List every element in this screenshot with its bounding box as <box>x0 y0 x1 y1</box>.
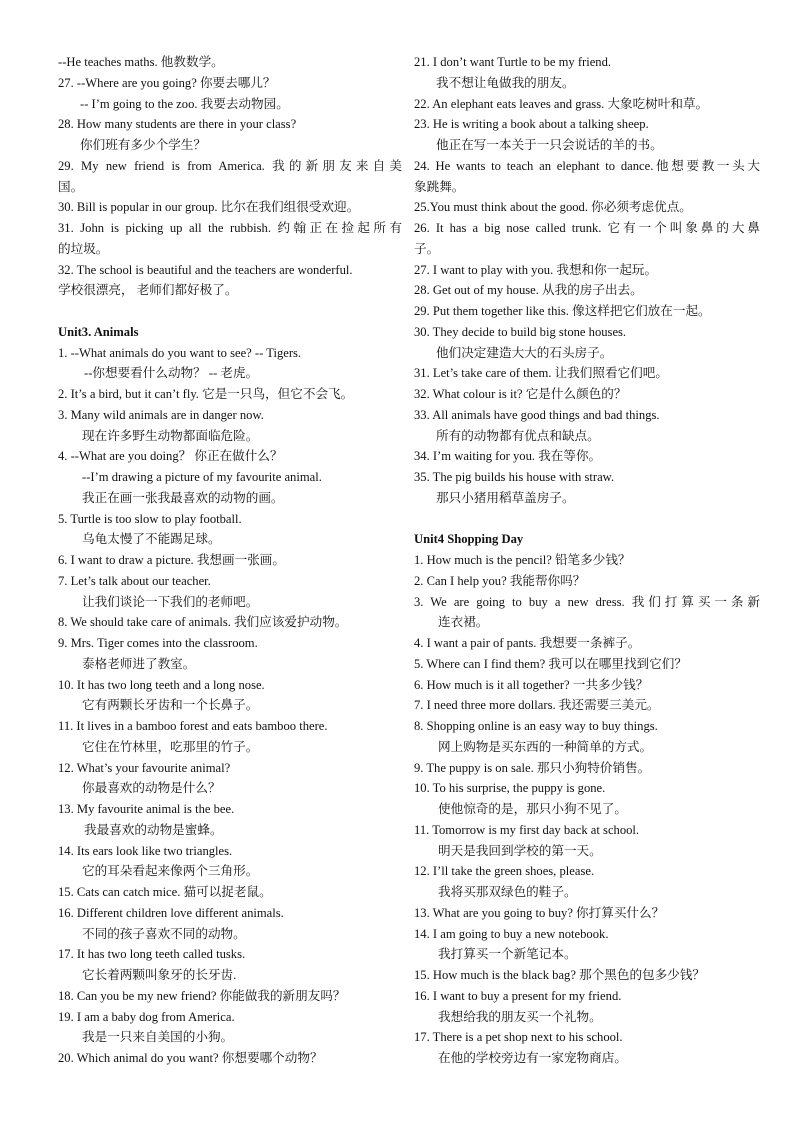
left-column-line: 的垃圾。 <box>58 241 109 256</box>
right-column-line: 31. Let’s take care of them. 让我们照看它们吧。 <box>414 366 668 381</box>
right-column-line: 27. I want to play with you. 我想和你一起玩。 <box>414 262 658 277</box>
left-column-line: 国。 <box>58 179 84 194</box>
right-column-line: 我打算买一个新笔记本。 <box>438 947 577 962</box>
left-column-line: 20. Which animal do you want? 你想要哪个动物？ <box>58 1051 323 1065</box>
left-column <box>58 52 402 1069</box>
right-column-line: 14. I am going to buy a new notebook. <box>414 926 609 941</box>
unit-heading: Unit4 Shopping Day <box>414 532 524 547</box>
blank-line <box>414 509 760 530</box>
left-column-line: 10. It has two long teeth and a long nose. <box>58 677 265 692</box>
right-column-line: 22. An elephant eats leaves and grass. 大象吃树叶和草。 <box>414 96 709 111</box>
left-column-line: 你们班有多少个学生？ <box>80 138 206 152</box>
left-column-line: 我是一只来自美国的小狗。 <box>82 1030 234 1045</box>
right-column-line: 明天是我回到学校的第一天。 <box>438 843 602 858</box>
right-column-line: 使他惊奇的是，那只小狗不见了。 <box>438 802 627 816</box>
right-column-line: 11. Tomorrow is my first day back at school. <box>414 822 640 837</box>
right-column-line: 2. Can I help you? 我能帮你吗？ <box>414 573 586 588</box>
right-column-line: 24. He wants to teach an elephant to dance.他想要教一头大 <box>414 158 760 173</box>
left-column-line: 6. I want to draw a picture. 我想画一张画。 <box>58 553 285 567</box>
right-column-line: 17. There is a pet shop next to his school. <box>414 1030 623 1045</box>
left-column-line: 2. It’s a bird, but it can’t fly. 它是一只鸟，但它不会飞。 <box>58 387 354 401</box>
right-column-line: 21. I don’t want Turtle to be my friend. <box>414 55 612 69</box>
left-column-line: 8. We should take care of animals. 我们应该爱护动物。 <box>58 615 348 630</box>
left-column-line: 5. Turtle is too slow to play football. <box>58 511 242 526</box>
right-column-line: 23. He is writing a book about a talking sheep. <box>414 117 649 132</box>
right-column-line: 12. I’ll take the green shoes, please. <box>414 864 595 879</box>
right-column-line: 子。 <box>414 241 440 256</box>
left-column-line: 16. Different children love different animals. <box>58 905 284 920</box>
right-column-line: 3. We are going to buy a new dress. 我们打算买一条新 <box>414 594 760 609</box>
left-column-line: 17. It has two long teeth called tusks. <box>58 947 246 962</box>
right-column-line: 16. I want to buy a present for my friend. <box>414 988 622 1003</box>
left-column-line: 28. How many students are there in your class? <box>58 117 297 132</box>
right-column-line: 我不想让龟做我的朋友。 <box>436 75 575 90</box>
left-column-line: 学校很漂亮， 老师们都好极了。 <box>58 283 238 298</box>
right-column-line: 15. How much is the black bag? 那个黑色的包多少钱？ <box>414 968 706 982</box>
right-column-line: 7. I need three more dollars. 我还需要三美元。 <box>414 698 660 713</box>
right-column-line: 连衣裙。 <box>438 615 489 630</box>
left-column-line: 27. --Where are you going? 你要去哪儿？ <box>58 75 276 90</box>
right-column-line: 1. How much is the pencil? 铅笔多少钱？ <box>414 553 631 567</box>
right-column-line: 8. Shopping online is an easy way to buy things. <box>414 719 658 733</box>
right-column-line: 33. All animals have good things and bad things. <box>414 407 660 422</box>
right-column-line: 象跳舞。 <box>414 179 465 194</box>
right-column-line: 34. I’m waiting for you. 我在等你。 <box>414 449 602 464</box>
left-column-line: 现在许多野生动物都面临危险。 <box>82 428 259 443</box>
right-column-line: 我想给我的朋友买一个礼物。 <box>438 1009 602 1024</box>
left-column-line: 32. The school is beautiful and the teachers are wonderful. <box>58 262 353 277</box>
right-column-line: 他正在写一本关于一只会说话的羊的书。 <box>436 138 663 152</box>
unit-heading: Unit3. Animals <box>58 324 139 339</box>
right-column-line: 29. Put them together like this. 像这样把它们放在一起。 <box>414 304 711 318</box>
right-column-line: 35. The pig builds his house with straw. <box>414 470 615 484</box>
left-column-line: 19. I am a baby dog from America. <box>58 1009 235 1024</box>
right-column-line: 那只小猪用稻草盖房子。 <box>436 490 575 505</box>
left-column-line: 1. --What animals do you want to see? -- Tigers. <box>58 345 302 360</box>
left-column-line: 7. Let’s talk about our teacher. <box>58 573 211 588</box>
left-column-line: --He teaches maths. 他教数学。 <box>58 55 224 69</box>
left-column-line: 12. What’s your favourite animal? <box>58 760 231 775</box>
left-column-line: 13. My favourite animal is the bee. <box>58 802 235 816</box>
left-column-line: --I’m drawing a picture of my favourite animal. <box>82 470 322 484</box>
left-column-line: 它有两颗长牙齿和一个长鼻子。 <box>82 698 259 713</box>
right-column-line: 我将买那双绿色的鞋子。 <box>438 885 577 899</box>
left-column-line: 它住在竹林里，吃那里的竹子。 <box>82 739 259 754</box>
left-column-line: 泰格老师进了教室。 <box>82 656 196 671</box>
right-column-line: 26. It has a big nose called trunk. 它有一个叫象鼻的大鼻 <box>414 221 760 235</box>
left-column-line: 让我们谈论一下我们的老师吧。 <box>82 594 259 609</box>
left-column-line: 30. Bill is popular in our group. 比尔在我们组很受欢迎。 <box>58 200 360 215</box>
right-column-line: 所有的动物都有优点和缺点。 <box>436 428 600 443</box>
left-column-line: 不同的孩子喜欢不同的动物。 <box>82 926 246 941</box>
right-column-line: 6. How much is it all together? 一共多少钱？ <box>414 677 649 692</box>
right-column <box>414 52 760 1069</box>
left-column-line: 它长着两颗叫象牙的长牙齿. <box>82 968 237 982</box>
left-column-line: 15. Cats can catch mice. 猫可以捉老鼠。 <box>58 885 272 899</box>
left-column-line: 你最喜欢的动物是什么？ <box>82 781 221 796</box>
right-column-line: 他们决定建造大大的石头房子。 <box>436 345 613 360</box>
left-column-line: 乌龟太慢了不能踢足球。 <box>82 532 221 547</box>
left-column-line: 29. My new friend is from America. 我的新朋友来自美 <box>58 158 402 173</box>
right-column-line: 4. I want a pair of pants. 我想要一条裤子。 <box>414 636 641 650</box>
right-column-line: 10. To his surprise, the puppy is gone. <box>414 781 606 796</box>
right-column-line: 13. What are you going to buy? 你打算买什么？ <box>414 905 665 920</box>
right-column-line: 25.You must think about the good. 你必须考虑优点。 <box>414 200 692 215</box>
left-column-line: 31. John is picking up all the rubbish. 约翰正在捡起所有 <box>58 221 402 235</box>
left-column-line: 3. Many wild animals are in danger now. <box>58 407 264 422</box>
left-column-line: -- I’m going to the zoo. 我要去动物园。 <box>80 96 289 111</box>
right-column-line: 在他的学校旁边有一家宠物商店。 <box>438 1051 627 1065</box>
right-column-line: 28. Get out of my house. 从我的房子出去。 <box>414 283 643 298</box>
right-column-line: 30. They decide to build big stone houses. <box>414 324 627 339</box>
right-column-line: 32. What colour is it? 它是什么颜色的？ <box>414 387 627 401</box>
left-column-line: 18. Can you be my new friend? 你能做我的新朋友吗？ <box>58 988 346 1003</box>
blank-line <box>58 301 402 322</box>
left-column-line: 9. Mrs. Tiger comes into the classroom. <box>58 636 258 650</box>
right-column-line: 网上购物是买东西的一种简单的方式。 <box>438 739 653 754</box>
left-column-line: 4. --What are you doing？ 你正在做什么？ <box>58 449 283 464</box>
left-column-line: 我正在画一张我最喜欢的动物的画。 <box>82 490 284 505</box>
left-column-line: 11. It lives in a bamboo forest and eats bamboo there. <box>58 719 328 733</box>
right-column-line: 5. Where can I find them? 我可以在哪里找到它们？ <box>414 656 687 671</box>
left-column-line: 我最喜欢的动物是蜜蜂。 <box>84 822 223 837</box>
left-column-line: 14. Its ears look like two triangles. <box>58 843 233 858</box>
right-column-line: 9. The puppy is on sale. 那只小狗特价销售。 <box>414 760 651 775</box>
left-column-line: --你想要看什么动物？ -- 老虎。 <box>84 366 259 381</box>
left-column-line: 它的耳朵看起来像两个三角形。 <box>82 864 259 879</box>
